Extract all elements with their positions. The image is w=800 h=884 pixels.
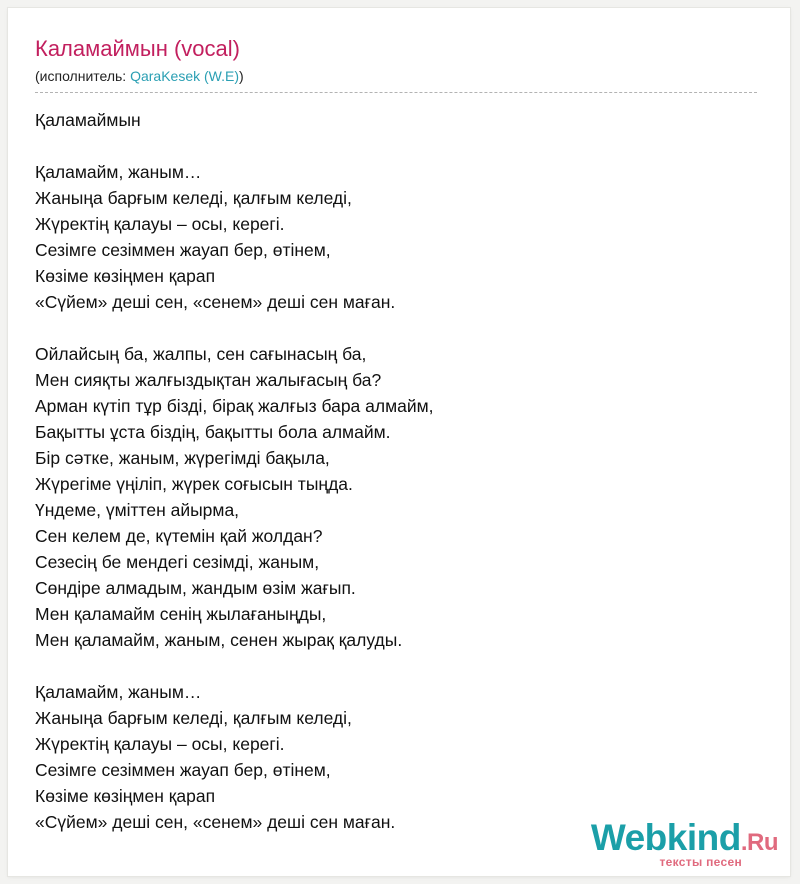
stanza-gap xyxy=(35,133,434,159)
lyric-line: Сезесің бе мендегі сезімді, жаным, xyxy=(35,552,320,572)
artist-line xyxy=(35,67,244,85)
lyrics-body xyxy=(35,107,434,835)
stanza-gap xyxy=(35,315,434,341)
lyric-line: Қаламаймын xyxy=(35,110,141,130)
lyric-line: Бір сәтке, жаным, жүрегімді бақыла, xyxy=(35,448,330,468)
logo-tagline: тексты песен xyxy=(659,855,742,869)
lyric-line: Көзіме көзіңмен қарап xyxy=(35,266,216,286)
lyric-line: Мен қаламайм сенің жылағаныңды, xyxy=(35,604,327,624)
lyric-line: Мен сияқты жалғыздықтан жалығасың ба? xyxy=(35,370,382,390)
artist-prefix: (исполнитель: xyxy=(35,68,131,84)
lyric-line: Арман күтіп тұр бізді, бірақ жалғыз бара алмайм, xyxy=(35,396,434,416)
lyric-line: Жүректің қалауы – осы, керегі. xyxy=(35,214,285,234)
lyric-line: Қаламайм, жаным… xyxy=(35,162,202,182)
dashed-divider xyxy=(35,92,757,93)
lyric-line: Сөндіре алмадым, жандым өзім жағып. xyxy=(35,578,356,598)
lyric-line: Үндеме, үміттен айырма, xyxy=(35,500,240,520)
stanza-gap xyxy=(35,653,434,679)
site-logo[interactable] xyxy=(591,819,778,868)
lyric-line: Сезімге сезіммен жауап бер, өтінем, xyxy=(35,240,331,260)
lyric-line: Көзіме көзіңмен қарап xyxy=(35,786,216,806)
lyric-line: Жүрегіме үңіліп, жүрек соғысын тыңда. xyxy=(35,474,353,494)
lyric-line: Мен қаламайм, жаным, сенен жырақ қалуды. xyxy=(35,630,403,650)
logo-tld: .Ru xyxy=(740,829,778,856)
lyric-line: Сен келем де, күтемін қай жолдан? xyxy=(35,526,323,546)
song-title: Каламаймын (vocal) xyxy=(35,36,240,61)
lyric-line: Бақытты ұста біздің, бақытты бола алмайм. xyxy=(35,422,391,442)
lyric-line: Қаламайм, жаным… xyxy=(35,682,202,702)
lyric-line: Сезімге сезіммен жауап бер, өтінем, xyxy=(35,760,331,780)
artist-suffix: ) xyxy=(239,68,244,84)
lyric-line: «Сүйем» деші сен, «сенем» деші сен маған. xyxy=(35,812,396,832)
lyric-line: Жаныңа барғым келеді, қалғым келеді, xyxy=(35,188,352,208)
artist-link[interactable]: QaraKesek (W.E) xyxy=(130,68,240,84)
lyric-line: Ойлайсың ба, жалпы, сен сағынасың ба, xyxy=(35,344,367,364)
lyric-line: «Сүйем» деші сен, «сенем» деші сен маған. xyxy=(35,292,396,312)
lyric-line: Жаныңа барғым келеді, қалғым келеді, xyxy=(35,708,352,728)
logo-name: Webkind xyxy=(590,817,741,858)
lyric-line: Жүректің қалауы – осы, керегі. xyxy=(35,734,285,754)
